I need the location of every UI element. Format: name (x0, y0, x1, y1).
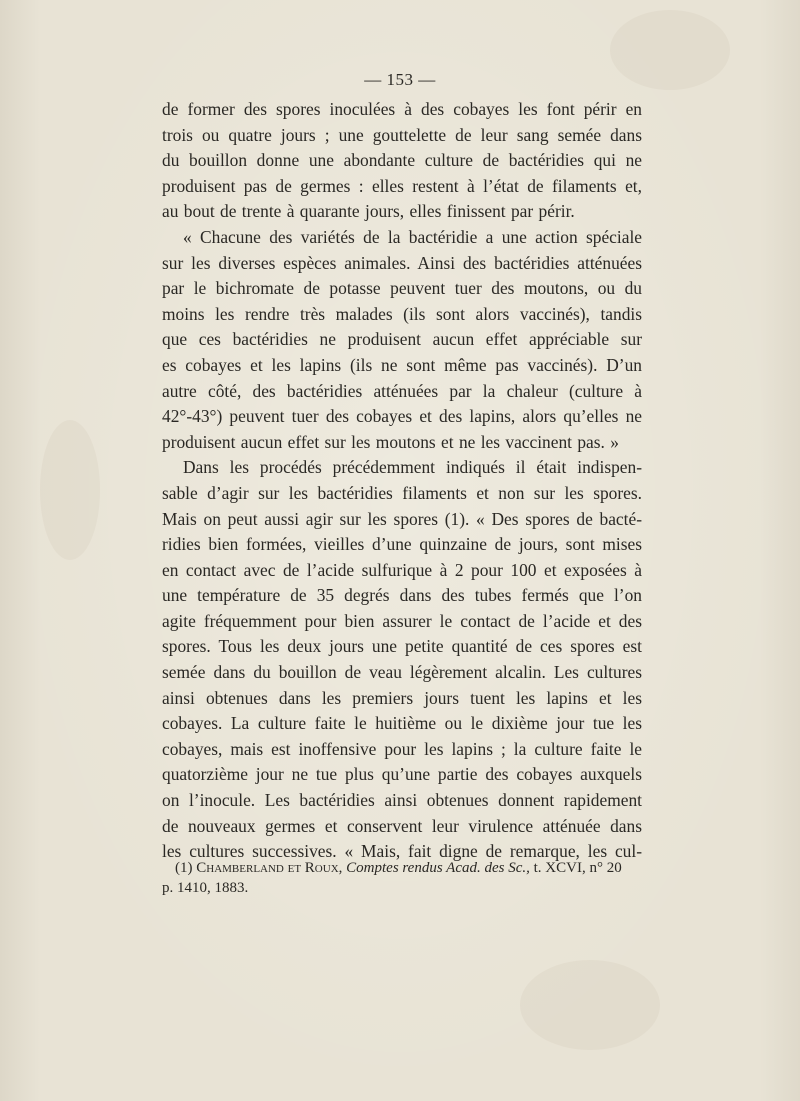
text-line: Dans les procédés précédemment indiqués il était indispen- (183, 457, 642, 478)
text-line: autre côté, des bactéridies atténuées par la chaleur (culture à (162, 380, 642, 401)
text-line: on l’inocule. Les bactéridies ainsi obtenues donnent rapidement (162, 790, 642, 811)
body-text (162, 97, 642, 865)
text-line: ridies bien formées, vieilles d’une quinzaine de jours, sont mises (162, 534, 642, 555)
footnote-line: p. 1410, 1883. (162, 880, 249, 896)
text-line: agite fréquemment pour bien assurer le contact de l’acide et des (162, 610, 642, 631)
text-line: cobayes, mais est inoffensive pour les lapins ; la culture faite le (162, 738, 642, 759)
text-line: semée dans du bouillon de veau légèrement alcalin. Les cultures (162, 662, 642, 683)
page-number: — 153 — (364, 70, 436, 89)
text-line: produisent pas de germes : elles restent à l’état de filaments et, (162, 175, 642, 196)
text-line: 42°-43°) peuvent tuer des cobayes et des lapins, alors qu’elles ne (162, 406, 642, 427)
text-line: Mais on peut aussi agir sur les spores (1). « Des spores de bacté- (162, 508, 642, 529)
footnote-authors: Chamberland et Roux, (196, 860, 343, 876)
text-line: moins les rendre très malades (ils sont alors vaccinés), tandis (162, 303, 642, 324)
text-line: les cultures successives. « Mais, fait digne de remarque, les cul- (162, 841, 642, 862)
text-line: par le bichromate de potasse peuvent tuer des moutons, ou du (162, 278, 642, 299)
text-line: trois ou quatre jours ; une gouttelette de leur sang semée dans (162, 124, 642, 145)
text-line: cobayes. La culture faite le huitième ou le dixième jour tue les (162, 713, 642, 734)
text-line: que ces bactéridies ne produisent aucun effet appréciable sur (162, 329, 642, 350)
text-line: de nouveaux germes et conservent leur virulence atténuée dans (162, 815, 642, 836)
text-line: au bout de trente à quarante jours, elles finissent par périr. (162, 201, 575, 222)
text-line: du bouillon donne une abondante culture de bactéridies qui ne (162, 150, 642, 171)
text-line: de former des spores inoculées à des cobayes les font périr en (162, 99, 642, 119)
text-line: sur les diverses espèces animales. Ainsi des bactéridies atténuées (162, 252, 642, 273)
footnote-line (162, 858, 642, 878)
text-line: « Chacune des variétés de la bactéridie a une action spéciale (183, 226, 642, 247)
paper-stain (520, 960, 660, 1050)
text-line: produisent aucun effet sur les moutons et ne les vaccinent pas. » (162, 431, 619, 452)
text-line: sable d’agir sur les bactéridies filaments et non sur les spores. (162, 482, 642, 503)
text-line: une température de 35 degrés dans des tubes fermés que l’on (162, 585, 642, 606)
footnote-marker: (1) (175, 860, 193, 876)
footnote-source: Comptes rendus Acad. des Sc., (346, 860, 530, 876)
text-line: es cobayes et les lapins (ils ne sont même pas vaccinés). D’un (162, 354, 642, 375)
text-line: ainsi obtenues dans les premiers jours tuent les lapins et les (162, 687, 642, 708)
text-line: en contact avec de l’acide sulfurique à 2 pour 100 et exposées à (162, 559, 642, 580)
text-line: quatorzième jour ne tue plus qu’une partie des cobayes auxquels (162, 764, 642, 785)
footnote (162, 858, 642, 898)
footnote-reference: t. XCVI, n° 20 (533, 860, 622, 876)
text-line: spores. Tous les deux jours une petite quantité de ces spores est (162, 636, 642, 657)
paper-stain (40, 420, 100, 560)
